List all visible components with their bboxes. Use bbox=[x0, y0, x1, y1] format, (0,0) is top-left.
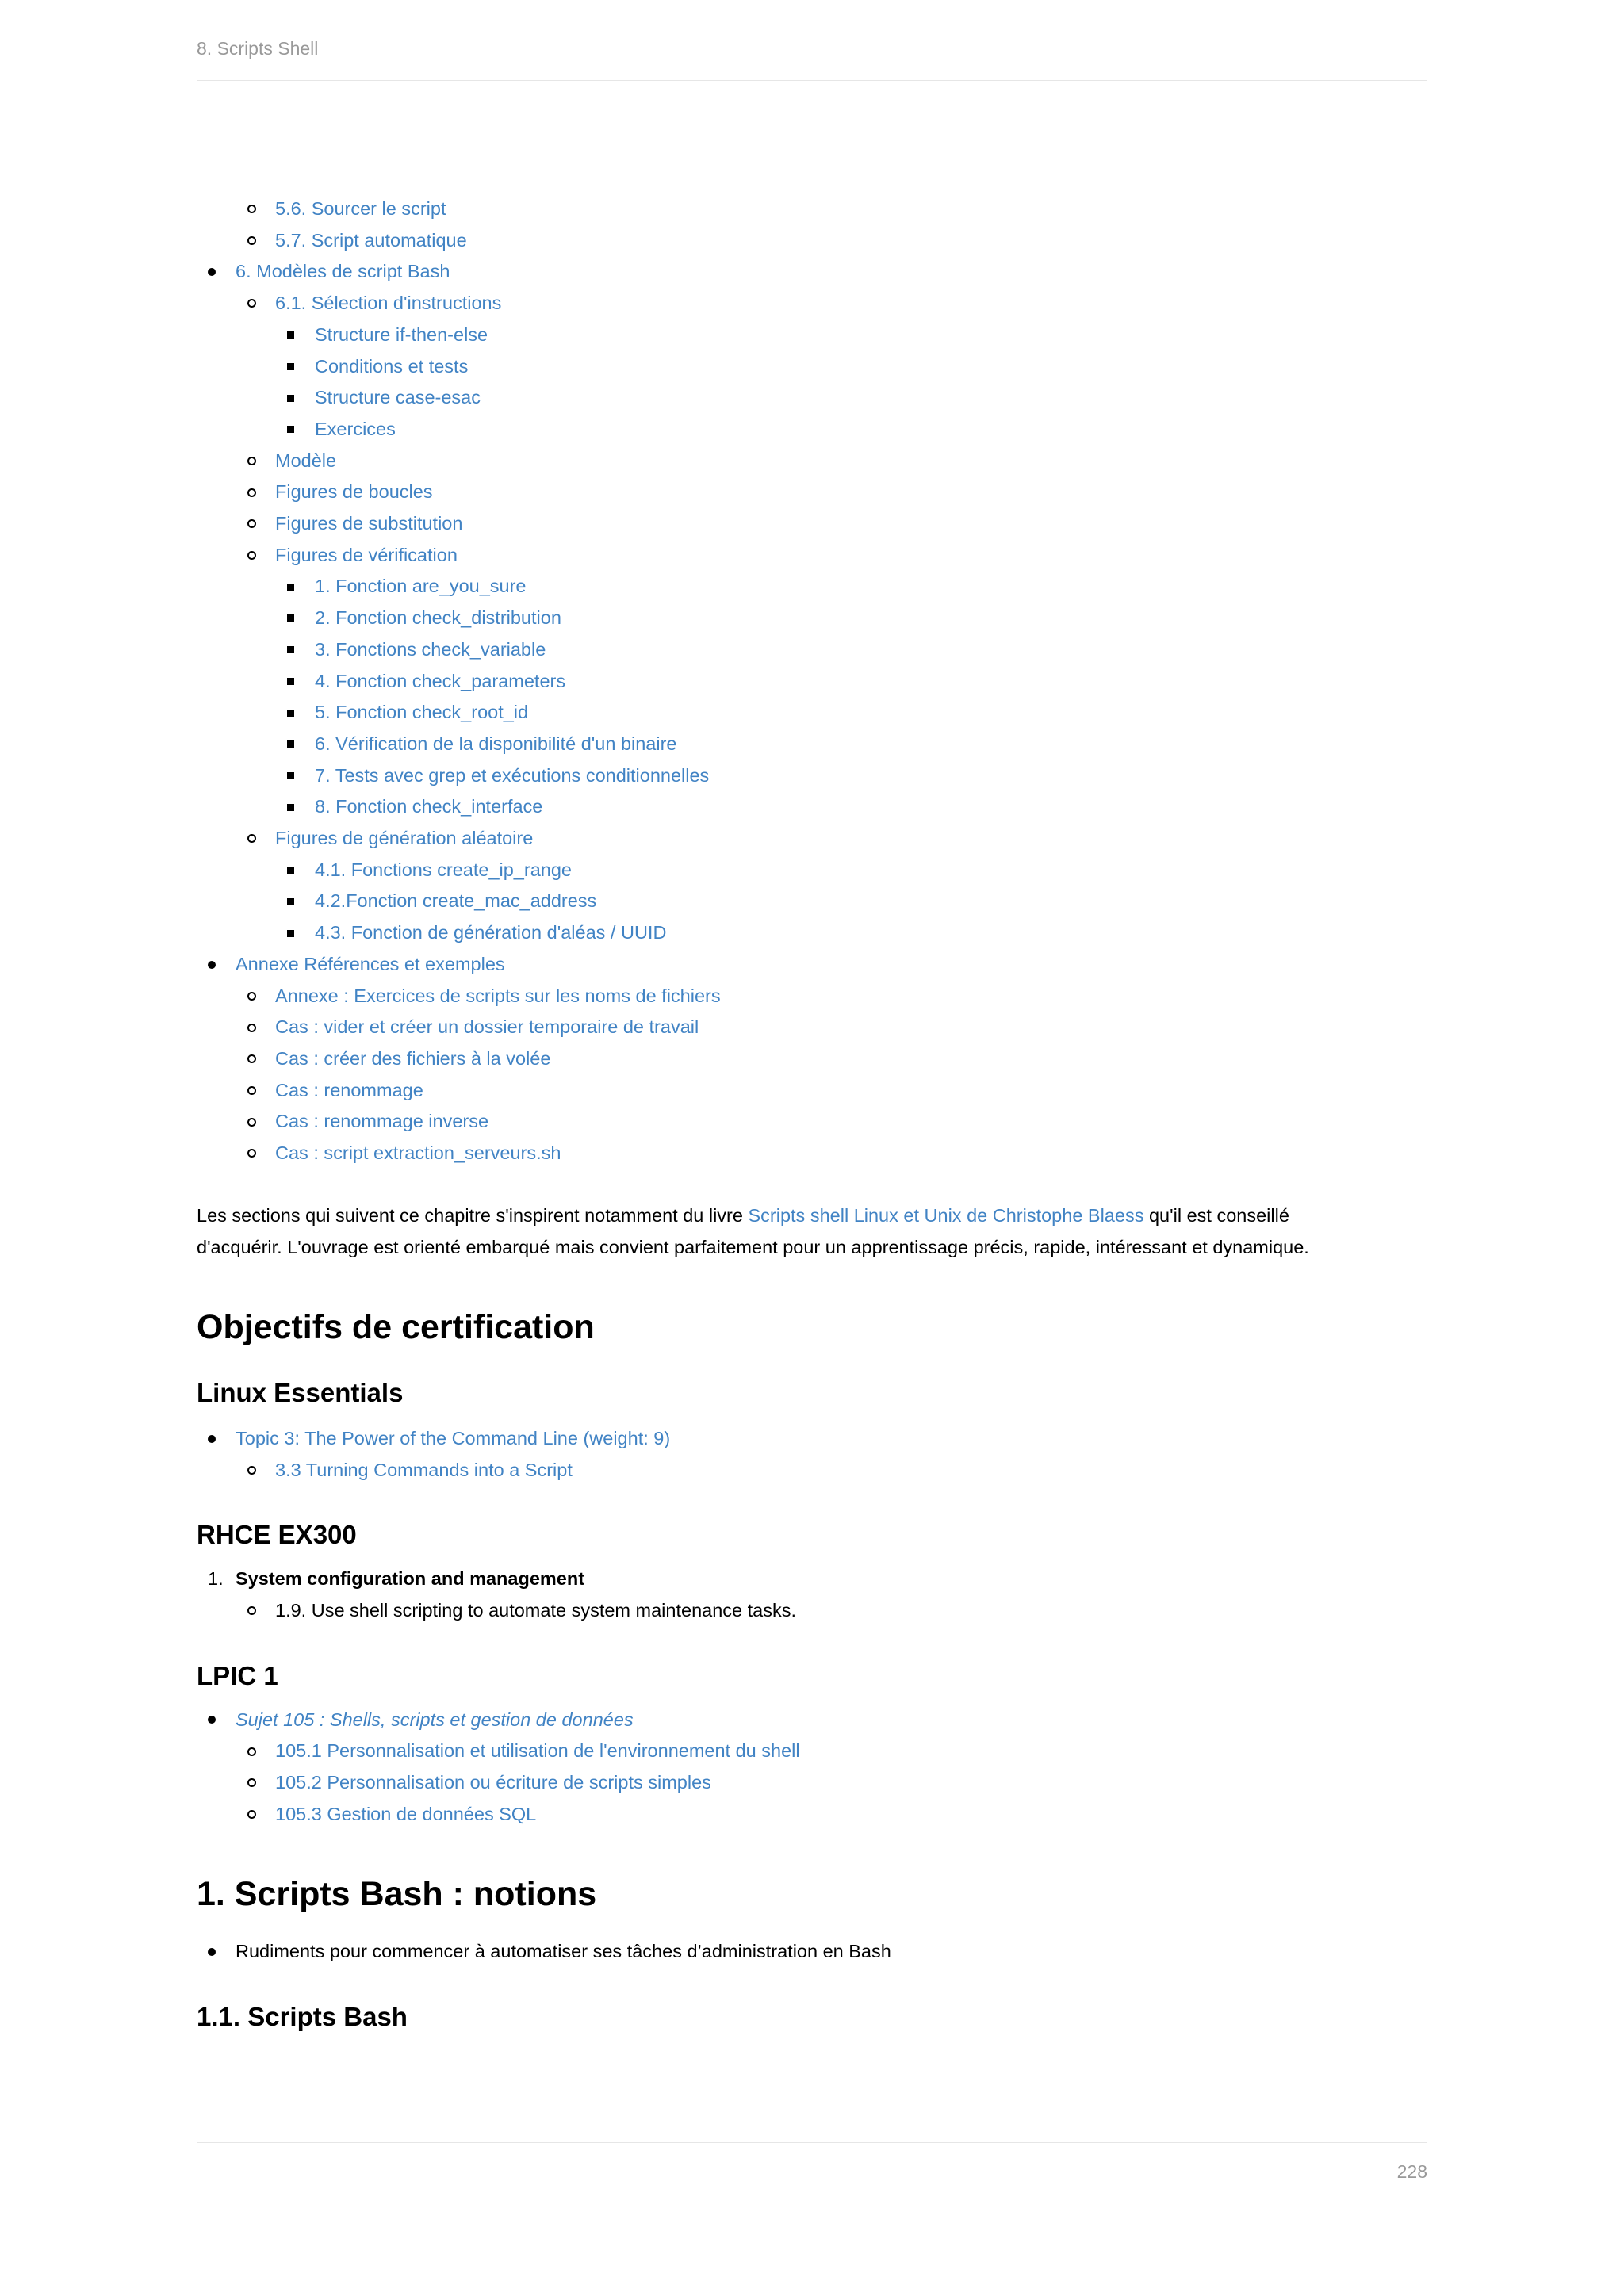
intro-text-after: qu'il est conseillé bbox=[1143, 1204, 1289, 1226]
bullet-square-icon bbox=[287, 646, 294, 653]
toc-link[interactable]: Annexe Références et exemples bbox=[236, 953, 505, 974]
toc-item bbox=[197, 760, 1427, 792]
toc-item bbox=[197, 1012, 1427, 1043]
toc-item bbox=[197, 193, 1427, 225]
toc-item bbox=[197, 855, 1427, 886]
toc-item bbox=[197, 508, 1427, 540]
toc-item bbox=[197, 697, 1427, 729]
toc-link[interactable]: 4.1. Fonctions create_ip_range bbox=[315, 859, 572, 880]
toc-link[interactable]: Structure case-esac bbox=[315, 387, 481, 408]
bullet-disc-icon bbox=[208, 268, 216, 276]
toc-link[interactable]: 4.2.Fonction create_mac_address bbox=[315, 890, 597, 912]
toc-item bbox=[197, 382, 1427, 414]
toc-link[interactable]: 1. Fonction are_you_sure bbox=[315, 576, 527, 597]
list-item bbox=[197, 1799, 1427, 1831]
toc-link[interactable]: Figures de génération aléatoire bbox=[275, 828, 534, 849]
bullet-square-icon bbox=[287, 898, 294, 905]
bullet-circle-icon bbox=[247, 1118, 256, 1127]
toc-link[interactable]: 4. Fonction check_parameters bbox=[315, 670, 566, 691]
page-number: 228 bbox=[1396, 2161, 1427, 2182]
lpic-topic-link[interactable]: Sujet 105 : Shells, scripts et gestion de données bbox=[236, 1709, 634, 1730]
list-item bbox=[197, 1767, 1427, 1799]
toc-link[interactable]: Figures de vérification bbox=[275, 544, 458, 565]
lpic-heading: LPIC 1 bbox=[197, 1660, 278, 1690]
bullet-square-icon bbox=[287, 710, 294, 717]
toc-link[interactable]: Cas : vider et créer un dossier temporaire de travail bbox=[275, 1016, 699, 1038]
list-item bbox=[197, 1735, 1427, 1767]
header-divider bbox=[197, 80, 1427, 81]
toc-item bbox=[197, 540, 1427, 572]
toc-item bbox=[197, 949, 1427, 981]
bullet-circle-icon bbox=[247, 1606, 256, 1615]
subsection-heading: 1.1. Scripts Bash bbox=[197, 2002, 408, 2032]
intro-text-line2: d'acquérir. L'ouvrage est orienté embarqué mais convient parfaitement pour un apprentissage précis, rapide, intéressant et dynamique. bbox=[197, 1236, 1309, 1257]
running-header: 8. Scripts Shell bbox=[197, 38, 319, 59]
toc-link[interactable]: 6. Vérification de la disponibilité d'un binaire bbox=[315, 733, 677, 754]
toc-link[interactable]: 5.6. Sourcer le script bbox=[275, 198, 446, 219]
toc-link[interactable]: Cas : script extraction_serveurs.sh bbox=[275, 1142, 561, 1164]
footer-divider bbox=[197, 2142, 1427, 2143]
bullet-circle-icon bbox=[247, 457, 256, 465]
bullet-circle-icon bbox=[247, 299, 256, 308]
bullet-circle-icon bbox=[247, 1747, 256, 1756]
rhce-heading: RHCE EX300 bbox=[197, 1520, 357, 1550]
book-link[interactable]: Scripts shell Linux et Unix de Christophe Blaess bbox=[748, 1204, 1144, 1226]
toc-item bbox=[197, 666, 1427, 698]
bullet-square-icon bbox=[287, 930, 294, 937]
bullet-circle-icon bbox=[247, 519, 256, 528]
bullet-circle-icon bbox=[247, 1810, 256, 1819]
list-item bbox=[197, 1563, 1427, 1595]
toc-item bbox=[197, 225, 1427, 257]
toc-link[interactable]: 4.3. Fonction de génération d'aléas / UUID bbox=[315, 922, 667, 943]
bullet-square-icon bbox=[287, 426, 294, 433]
bullet-circle-icon bbox=[247, 1778, 256, 1787]
toc-item bbox=[197, 1075, 1427, 1107]
toc-item bbox=[197, 288, 1427, 320]
bullet-disc-icon bbox=[208, 1435, 216, 1443]
toc-link[interactable]: Cas : renommage inverse bbox=[275, 1111, 489, 1132]
toc-link[interactable]: Modèle bbox=[275, 450, 337, 471]
toc-link[interactable]: 6. Modèles de script Bash bbox=[236, 261, 450, 282]
bullet-circle-icon bbox=[247, 1054, 256, 1063]
lpic-subtopic-link[interactable]: 105.1 Personnalisation et utilisation de l'environnement du shell bbox=[275, 1740, 800, 1762]
bullet-circle-icon bbox=[247, 1024, 256, 1032]
toc-link[interactable]: 6.1. Sélection d'instructions bbox=[275, 293, 502, 314]
bullet-circle-icon bbox=[247, 1086, 256, 1095]
bullet-disc-icon bbox=[208, 961, 216, 969]
bullet-square-icon bbox=[287, 740, 294, 748]
list-number: 1. bbox=[208, 1568, 224, 1590]
document-page bbox=[197, 0, 1427, 2296]
rhce-subitem: 1.9. Use shell scripting to automate system maintenance tasks. bbox=[275, 1599, 797, 1621]
toc-item bbox=[197, 446, 1427, 477]
bullet-square-icon bbox=[287, 363, 294, 370]
lpic-subtopic-link[interactable]: 105.2 Personnalisation ou écriture de scripts simples bbox=[275, 1772, 711, 1793]
page-content bbox=[197, 193, 1427, 2033]
bullet-square-icon bbox=[287, 331, 294, 339]
bullet-square-icon bbox=[287, 804, 294, 811]
toc-link[interactable]: Annexe : Exercices de scripts sur les noms de fichiers bbox=[275, 985, 721, 1006]
bullet-circle-icon bbox=[247, 834, 256, 843]
toc-link[interactable]: Cas : renommage bbox=[275, 1079, 423, 1100]
section-bullet-text: Rudiments pour commencer à automatiser ses tâches d’administration en Bash bbox=[236, 1941, 891, 1962]
toc-link[interactable]: 8. Fonction check_interface bbox=[315, 796, 543, 817]
list-item bbox=[197, 1936, 1427, 1968]
bullet-disc-icon bbox=[208, 1948, 216, 1956]
bullet-circle-icon bbox=[247, 1466, 256, 1475]
linux-essentials-heading: Linux Essentials bbox=[197, 1377, 404, 1407]
toc-item bbox=[197, 634, 1427, 666]
toc-link[interactable]: Figures de substitution bbox=[275, 513, 463, 534]
bullet-circle-icon bbox=[247, 1149, 256, 1158]
toc-item bbox=[197, 414, 1427, 446]
toc-item bbox=[197, 917, 1427, 949]
bullet-square-icon bbox=[287, 614, 294, 622]
section-bullets bbox=[197, 1936, 1427, 1968]
linux-essentials-list bbox=[197, 1423, 1427, 1486]
toc-link[interactable]: Exercices bbox=[315, 418, 396, 439]
toc-link[interactable]: 5.7. Script automatique bbox=[275, 229, 467, 251]
rhce-item: System configuration and management bbox=[236, 1568, 585, 1590]
bullet-circle-icon bbox=[247, 551, 256, 560]
toc-link[interactable]: Figures de boucles bbox=[275, 481, 433, 503]
toc-item bbox=[197, 1043, 1427, 1075]
toc-item bbox=[197, 256, 1427, 288]
list-item bbox=[197, 1595, 1427, 1627]
rhce-list bbox=[197, 1563, 1427, 1626]
subtopic-link[interactable]: 3.3 Turning Commands into a Script bbox=[275, 1459, 573, 1480]
toc-item bbox=[197, 351, 1427, 383]
toc-item bbox=[197, 886, 1427, 917]
toc-link[interactable]: 2. Fonction check_distribution bbox=[315, 607, 561, 629]
bullet-circle-icon bbox=[247, 236, 256, 245]
certification-heading: Objectifs de certification bbox=[197, 1307, 595, 1346]
toc-item bbox=[197, 791, 1427, 823]
bullet-circle-icon bbox=[247, 992, 256, 1001]
toc-item bbox=[197, 603, 1427, 634]
lpic-subtopic-link[interactable]: 105.3 Gestion de données SQL bbox=[275, 1803, 537, 1824]
toc-link[interactable]: Structure if-then-else bbox=[315, 323, 488, 345]
bullet-square-icon bbox=[287, 395, 294, 402]
toc-link[interactable]: Conditions et tests bbox=[315, 355, 469, 377]
toc-item bbox=[197, 571, 1427, 603]
toc-item bbox=[197, 320, 1427, 351]
toc-item bbox=[197, 981, 1427, 1012]
lpic-list bbox=[197, 1705, 1427, 1831]
table-of-contents bbox=[197, 193, 1427, 1169]
toc-link[interactable]: 7. Tests avec grep et exécutions conditionnelles bbox=[315, 764, 710, 786]
bullet-square-icon bbox=[287, 867, 294, 874]
toc-item bbox=[197, 476, 1427, 508]
section-heading: 1. Scripts Bash : notions bbox=[197, 1875, 597, 1914]
toc-item bbox=[197, 729, 1427, 760]
bullet-square-icon bbox=[287, 772, 294, 779]
toc-item bbox=[197, 823, 1427, 855]
intro-text-before: Les sections qui suivent ce chapitre s'inspirent notamment du livre bbox=[197, 1204, 749, 1226]
bullet-square-icon bbox=[287, 678, 294, 685]
list-item bbox=[197, 1423, 1427, 1455]
toc-link[interactable]: 5. Fonction check_root_id bbox=[315, 702, 529, 723]
bullet-circle-icon bbox=[247, 205, 256, 213]
bullet-circle-icon bbox=[247, 488, 256, 497]
bullet-disc-icon bbox=[208, 1716, 216, 1724]
bullet-square-icon bbox=[287, 584, 294, 591]
toc-item bbox=[197, 1138, 1427, 1169]
toc-item bbox=[197, 1106, 1427, 1138]
toc-link[interactable]: Cas : créer des fichiers à la volée bbox=[275, 1047, 551, 1069]
list-item bbox=[197, 1705, 1427, 1736]
list-item bbox=[197, 1455, 1427, 1487]
topic-link[interactable]: Topic 3: The Power of the Command Line (weight: 9) bbox=[236, 1427, 671, 1448]
intro-paragraph bbox=[197, 1200, 1427, 1263]
toc-link[interactable]: 3. Fonctions check_variable bbox=[315, 638, 546, 660]
